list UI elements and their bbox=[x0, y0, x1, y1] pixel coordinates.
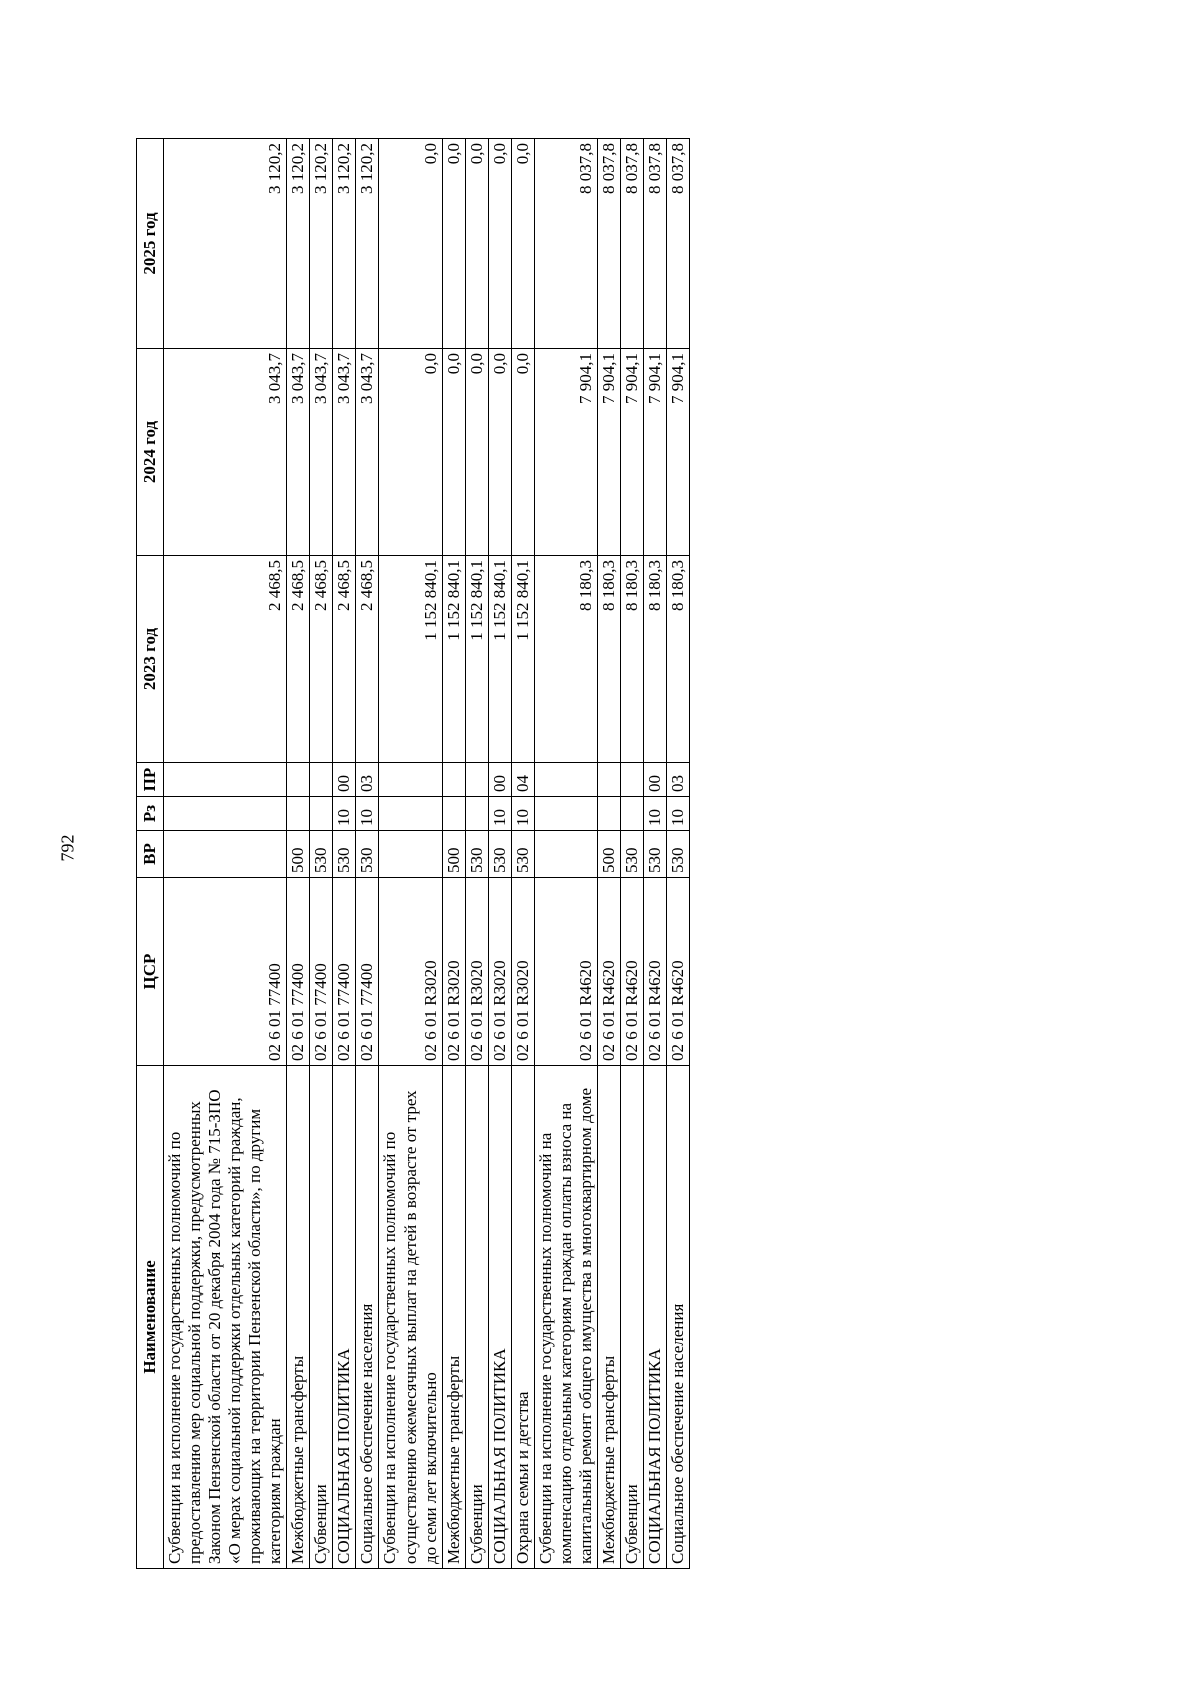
cell-name: Субвенции на исполнение государственных полномочий по осуществлению ежемесячных выплат на детей в возрасте от трех до семи лет включительно bbox=[379, 1066, 442, 1569]
cell-name: Субвенции на исполнение государственных полномочий на компенсацию отдельным категориям граждан оплаты взноса на капитальный ремонт общего имущества в многоквартирном доме bbox=[534, 1066, 597, 1569]
budget-table bbox=[136, 138, 690, 1569]
cell-rz: 10 bbox=[356, 797, 379, 831]
cell-csr: 02 6 01 R4620 bbox=[620, 878, 643, 1066]
cell-2023: 8 180,3 bbox=[644, 556, 667, 763]
cell-2023: 2 468,5 bbox=[333, 556, 356, 763]
cell-2025: 0,0 bbox=[511, 139, 534, 349]
cell-csr: 02 6 01 77400 bbox=[310, 878, 333, 1066]
cell-name: Субвенции bbox=[620, 1066, 643, 1569]
cell-vr: 530 bbox=[356, 831, 379, 878]
cell-vr: 500 bbox=[287, 831, 310, 878]
cell-2024: 3 043,7 bbox=[310, 349, 333, 556]
cell-pr: 04 bbox=[511, 763, 534, 797]
cell-pr bbox=[164, 763, 287, 797]
cell-2024: 3 043,7 bbox=[287, 349, 310, 556]
table-row bbox=[465, 139, 488, 1569]
cell-2023: 1 152 840,1 bbox=[465, 556, 488, 763]
cell-2024: 0,0 bbox=[442, 349, 465, 556]
cell-2023: 2 468,5 bbox=[287, 556, 310, 763]
cell-name: Межбюджетные трансферты bbox=[442, 1066, 465, 1569]
cell-2025: 0,0 bbox=[465, 139, 488, 349]
cell-2024: 7 904,1 bbox=[667, 349, 690, 556]
cell-2023: 1 152 840,1 bbox=[511, 556, 534, 763]
header-rz: Рз bbox=[137, 797, 164, 831]
cell-2023: 8 180,3 bbox=[597, 556, 620, 763]
cell-csr: 02 6 01 R3020 bbox=[465, 878, 488, 1066]
cell-csr: 02 6 01 77400 bbox=[333, 878, 356, 1066]
cell-2023: 1 152 840,1 bbox=[379, 556, 442, 763]
cell-vr: 530 bbox=[644, 831, 667, 878]
cell-csr: 02 6 01 77400 bbox=[287, 878, 310, 1066]
table-row bbox=[333, 139, 356, 1569]
cell-csr: 02 6 01 R3020 bbox=[488, 878, 511, 1066]
cell-2025: 0,0 bbox=[442, 139, 465, 349]
cell-name: Межбюджетные трансферты bbox=[287, 1066, 310, 1569]
cell-2025: 0,0 bbox=[488, 139, 511, 349]
cell-csr: 02 6 01 77400 bbox=[356, 878, 379, 1066]
cell-rz: 10 bbox=[667, 797, 690, 831]
cell-2024: 0,0 bbox=[511, 349, 534, 556]
cell-name: Субвенции bbox=[465, 1066, 488, 1569]
cell-rz: 10 bbox=[511, 797, 534, 831]
cell-pr bbox=[379, 763, 442, 797]
cell-2024: 7 904,1 bbox=[644, 349, 667, 556]
cell-2023: 2 468,5 bbox=[164, 556, 287, 763]
cell-2024: 0,0 bbox=[465, 349, 488, 556]
table-row bbox=[310, 139, 333, 1569]
cell-2023: 8 180,3 bbox=[667, 556, 690, 763]
cell-2024: 7 904,1 bbox=[597, 349, 620, 556]
table-header-row bbox=[137, 139, 164, 1569]
cell-rz bbox=[379, 797, 442, 831]
table-row bbox=[597, 139, 620, 1569]
cell-name: СОЦИАЛЬНАЯ ПОЛИТИКА bbox=[488, 1066, 511, 1569]
cell-name: Субвенции на исполнение государственных полномочий по предоставлению мер социальной поддержки, предусмотренных Законом Пензенской области от 20 декабря 2004 года № 715-ЗПО «О мерах социальной поддержки отдельных категорий граждан, проживающих на территории Пензенской области», по другим категориям граждан bbox=[164, 1066, 287, 1569]
cell-2025: 8 037,8 bbox=[534, 139, 597, 349]
cell-csr: 02 6 01 R4620 bbox=[667, 878, 690, 1066]
cell-pr bbox=[465, 763, 488, 797]
budget-table-container bbox=[136, 139, 906, 1569]
cell-2023: 1 152 840,1 bbox=[488, 556, 511, 763]
table-row bbox=[287, 139, 310, 1569]
cell-2025: 3 120,2 bbox=[164, 139, 287, 349]
table-row bbox=[356, 139, 379, 1569]
table-row bbox=[488, 139, 511, 1569]
cell-rz bbox=[465, 797, 488, 831]
cell-vr bbox=[379, 831, 442, 878]
cell-name: Социальное обеспечение населения bbox=[356, 1066, 379, 1569]
cell-pr: 03 bbox=[356, 763, 379, 797]
header-csr: ЦСР bbox=[137, 878, 164, 1066]
cell-2025: 3 120,2 bbox=[287, 139, 310, 349]
cell-pr: 00 bbox=[333, 763, 356, 797]
cell-2025: 3 120,2 bbox=[356, 139, 379, 349]
cell-2024: 7 904,1 bbox=[620, 349, 643, 556]
table-row bbox=[667, 139, 690, 1569]
page-number: 792 bbox=[57, 834, 78, 862]
cell-2024: 3 043,7 bbox=[356, 349, 379, 556]
cell-csr: 02 6 01 R4620 bbox=[644, 878, 667, 1066]
cell-pr: 03 bbox=[667, 763, 690, 797]
cell-pr bbox=[620, 763, 643, 797]
header-2024: 2024 год bbox=[137, 349, 164, 556]
cell-2025: 3 120,2 bbox=[310, 139, 333, 349]
table-body bbox=[164, 139, 690, 1569]
cell-rz: 10 bbox=[644, 797, 667, 831]
cell-vr: 530 bbox=[667, 831, 690, 878]
table-row bbox=[379, 139, 442, 1569]
cell-rz bbox=[534, 797, 597, 831]
header-vr: ВР bbox=[137, 831, 164, 878]
cell-csr: 02 6 01 R3020 bbox=[379, 878, 442, 1066]
table-row bbox=[644, 139, 667, 1569]
cell-name: СОЦИАЛЬНАЯ ПОЛИТИКА bbox=[644, 1066, 667, 1569]
cell-csr: 02 6 01 R3020 bbox=[442, 878, 465, 1066]
cell-vr: 530 bbox=[488, 831, 511, 878]
cell-2024: 0,0 bbox=[379, 349, 442, 556]
cell-vr: 500 bbox=[442, 831, 465, 878]
cell-2023: 8 180,3 bbox=[620, 556, 643, 763]
cell-2024: 0,0 bbox=[488, 349, 511, 556]
table-row bbox=[511, 139, 534, 1569]
cell-rz: 10 bbox=[488, 797, 511, 831]
header-pr: ПР bbox=[137, 763, 164, 797]
cell-vr bbox=[164, 831, 287, 878]
cell-2024: 3 043,7 bbox=[164, 349, 287, 556]
cell-2025: 8 037,8 bbox=[644, 139, 667, 349]
cell-pr bbox=[597, 763, 620, 797]
cell-pr bbox=[310, 763, 333, 797]
cell-vr: 530 bbox=[620, 831, 643, 878]
cell-csr: 02 6 01 77400 bbox=[164, 878, 287, 1066]
table-row bbox=[164, 139, 287, 1569]
cell-vr bbox=[534, 831, 597, 878]
cell-2024: 7 904,1 bbox=[534, 349, 597, 556]
cell-vr: 530 bbox=[511, 831, 534, 878]
cell-name: Социальное обеспечение населения bbox=[667, 1066, 690, 1569]
cell-rz bbox=[310, 797, 333, 831]
header-2025: 2025 год bbox=[137, 139, 164, 349]
cell-2025: 8 037,8 bbox=[597, 139, 620, 349]
cell-rz bbox=[620, 797, 643, 831]
cell-rz bbox=[287, 797, 310, 831]
cell-name: Субвенции bbox=[310, 1066, 333, 1569]
cell-2025: 8 037,8 bbox=[620, 139, 643, 349]
cell-2023: 8 180,3 bbox=[534, 556, 597, 763]
cell-vr: 500 bbox=[597, 831, 620, 878]
cell-2025: 0,0 bbox=[379, 139, 442, 349]
header-name: Наименование bbox=[137, 1066, 164, 1569]
cell-vr: 530 bbox=[333, 831, 356, 878]
table-row bbox=[620, 139, 643, 1569]
cell-vr: 530 bbox=[310, 831, 333, 878]
cell-pr: 00 bbox=[644, 763, 667, 797]
cell-2025: 8 037,8 bbox=[667, 139, 690, 349]
cell-pr bbox=[534, 763, 597, 797]
cell-rz bbox=[597, 797, 620, 831]
cell-name: Межбюджетные трансферты bbox=[597, 1066, 620, 1569]
cell-vr: 530 bbox=[465, 831, 488, 878]
table-row bbox=[534, 139, 597, 1569]
cell-pr: 00 bbox=[488, 763, 511, 797]
cell-2023: 2 468,5 bbox=[310, 556, 333, 763]
cell-name: Охрана семьи и детства bbox=[511, 1066, 534, 1569]
cell-pr bbox=[287, 763, 310, 797]
cell-csr: 02 6 01 R4620 bbox=[534, 878, 597, 1066]
cell-2025: 3 120,2 bbox=[333, 139, 356, 349]
cell-csr: 02 6 01 R4620 bbox=[597, 878, 620, 1066]
header-2023: 2023 год bbox=[137, 556, 164, 763]
table-row bbox=[442, 139, 465, 1569]
cell-name: СОЦИАЛЬНАЯ ПОЛИТИКА bbox=[333, 1066, 356, 1569]
cell-2023: 2 468,5 bbox=[356, 556, 379, 763]
cell-pr bbox=[442, 763, 465, 797]
cell-2024: 3 043,7 bbox=[333, 349, 356, 556]
cell-rz: 10 bbox=[333, 797, 356, 831]
cell-csr: 02 6 01 R3020 bbox=[511, 878, 534, 1066]
cell-rz bbox=[164, 797, 287, 831]
cell-2023: 1 152 840,1 bbox=[442, 556, 465, 763]
cell-rz bbox=[442, 797, 465, 831]
